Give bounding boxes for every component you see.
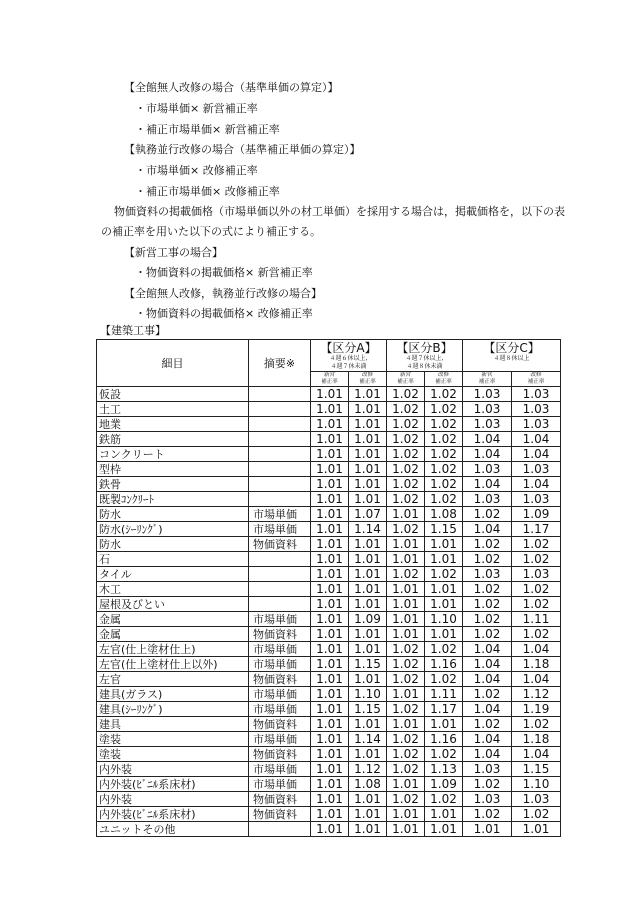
table-row bbox=[97, 672, 561, 687]
rate-cell: 1.02 bbox=[425, 417, 463, 432]
rate-cell: 1.19 bbox=[512, 702, 561, 717]
section-title: 【建築工事】 bbox=[100, 324, 166, 337]
rate-cell: 1.02 bbox=[463, 687, 512, 702]
table-row bbox=[97, 537, 561, 552]
rate-cell: 1.01 bbox=[349, 567, 387, 582]
rate-cell: 1.04 bbox=[463, 747, 512, 762]
rate-cell: 1.15 bbox=[512, 762, 561, 777]
rate-cell: 1.15 bbox=[349, 657, 387, 672]
rate-cell: 1.01 bbox=[311, 447, 349, 462]
note-cell bbox=[249, 492, 311, 507]
rate-cell: 1.08 bbox=[349, 777, 387, 792]
rate-cell: 1.01 bbox=[425, 597, 463, 612]
rate-cell: 1.02 bbox=[387, 492, 425, 507]
rate-cell: 1.02 bbox=[387, 522, 425, 537]
note-cell: 物価資料 bbox=[249, 747, 311, 762]
rate-cell: 1.02 bbox=[512, 582, 561, 597]
rate-cell: 1.02 bbox=[463, 807, 512, 822]
item-cell: 石 bbox=[97, 552, 249, 567]
rate-cell: 1.02 bbox=[387, 747, 425, 762]
rate-cell: 1.01 bbox=[311, 597, 349, 612]
item-cell: 仮設 bbox=[97, 387, 249, 402]
rate-cell: 1.04 bbox=[463, 432, 512, 447]
rate-cell: 1.01 bbox=[311, 387, 349, 402]
text-line: 【執務並行改修の場合（基準補正単価の算定）】 bbox=[124, 143, 361, 156]
rate-cell: 1.02 bbox=[387, 462, 425, 477]
rate-cell: 1.01 bbox=[311, 807, 349, 822]
text-line: 物価資料の掲載価格（市場単価以外の材工単価）を採用する場合は，掲載価格を，以下の表 bbox=[114, 205, 565, 218]
rate-cell: 1.03 bbox=[512, 492, 561, 507]
rate-cell: 1.01 bbox=[349, 552, 387, 567]
table-row bbox=[97, 657, 561, 672]
rate-cell: 1.02 bbox=[463, 507, 512, 522]
item-cell: 防水 bbox=[97, 507, 249, 522]
rate-cell: 1.04 bbox=[463, 447, 512, 462]
note-cell: 物価資料 bbox=[249, 537, 311, 552]
note-cell: 市場単価 bbox=[249, 732, 311, 747]
rate-cell: 1.02 bbox=[425, 642, 463, 657]
rate-cell: 1.03 bbox=[463, 567, 512, 582]
rate-cell: 1.03 bbox=[512, 417, 561, 432]
table-row bbox=[97, 702, 561, 717]
rate-cell: 1.03 bbox=[463, 792, 512, 807]
rate-cell: 1.02 bbox=[512, 807, 561, 822]
rate-cell: 1.01 bbox=[311, 537, 349, 552]
rate-cell: 1.01 bbox=[349, 477, 387, 492]
item-cell: 防水 bbox=[97, 537, 249, 552]
text-line: ・物価資料の掲載価格× 新営補正率 bbox=[135, 266, 313, 279]
note-cell bbox=[249, 597, 311, 612]
rate-cell: 1.04 bbox=[463, 672, 512, 687]
table-row bbox=[97, 777, 561, 792]
table-row bbox=[97, 417, 561, 432]
rate-cell: 1.01 bbox=[311, 492, 349, 507]
item-cell: 建具 bbox=[97, 717, 249, 732]
item-cell: 塗装 bbox=[97, 732, 249, 747]
rate-cell: 1.02 bbox=[425, 402, 463, 417]
rate-cell: 1.03 bbox=[463, 462, 512, 477]
rate-cell: 1.01 bbox=[311, 732, 349, 747]
header-renovation-rate: 改修 補正率 bbox=[512, 372, 561, 387]
rate-cell: 1.12 bbox=[349, 762, 387, 777]
note-cell bbox=[249, 582, 311, 597]
rate-cell: 1.02 bbox=[425, 432, 463, 447]
note-cell: 市場単価 bbox=[249, 762, 311, 777]
header-note: 摘要※ bbox=[249, 340, 311, 387]
table-row bbox=[97, 627, 561, 642]
rate-cell: 1.04 bbox=[512, 672, 561, 687]
rate-cell: 1.04 bbox=[463, 702, 512, 717]
rate-cell: 1.01 bbox=[311, 432, 349, 447]
rate-cell: 1.17 bbox=[512, 522, 561, 537]
item-cell: 防水(ｼｰﾘﾝｸﾞ) bbox=[97, 522, 249, 537]
rate-cell: 1.01 bbox=[349, 402, 387, 417]
rate-cell: 1.01 bbox=[311, 462, 349, 477]
table-row bbox=[97, 552, 561, 567]
table-row bbox=[97, 477, 561, 492]
rate-cell: 1.07 bbox=[349, 507, 387, 522]
rate-cell: 1.02 bbox=[463, 612, 512, 627]
rate-cell: 1.03 bbox=[512, 387, 561, 402]
rate-cell: 1.01 bbox=[387, 507, 425, 522]
rate-cell: 1.01 bbox=[387, 687, 425, 702]
rate-cell: 1.02 bbox=[463, 582, 512, 597]
item-cell: 木工 bbox=[97, 582, 249, 597]
rate-cell: 1.02 bbox=[512, 597, 561, 612]
rate-cell: 1.02 bbox=[387, 477, 425, 492]
rate-cell: 1.01 bbox=[311, 627, 349, 642]
item-cell: 既製ｺﾝｸﾘｰﾄ bbox=[97, 492, 249, 507]
rate-cell: 1.02 bbox=[387, 432, 425, 447]
rate-cell: 1.03 bbox=[512, 567, 561, 582]
item-cell: 塗装 bbox=[97, 747, 249, 762]
rate-cell: 1.01 bbox=[349, 807, 387, 822]
rate-cell: 1.02 bbox=[387, 417, 425, 432]
table-body bbox=[97, 387, 561, 837]
rate-cell: 1.01 bbox=[311, 687, 349, 702]
item-cell: 金属 bbox=[97, 627, 249, 642]
item-cell: 土工 bbox=[97, 402, 249, 417]
table-row bbox=[97, 447, 561, 462]
rate-cell: 1.02 bbox=[425, 387, 463, 402]
rate-cell: 1.01 bbox=[349, 747, 387, 762]
rate-cell: 1.11 bbox=[425, 687, 463, 702]
rate-cell: 1.01 bbox=[349, 492, 387, 507]
text-line: ・補正市場単価× 新営補正率 bbox=[135, 123, 280, 136]
table-row bbox=[97, 687, 561, 702]
rate-cell: 1.01 bbox=[349, 462, 387, 477]
rate-cell: 1.01 bbox=[349, 717, 387, 732]
table-row bbox=[97, 732, 561, 747]
note-cell: 市場単価 bbox=[249, 777, 311, 792]
rate-cell: 1.01 bbox=[311, 642, 349, 657]
rate-cell: 1.18 bbox=[512, 657, 561, 672]
rate-cell: 1.02 bbox=[463, 627, 512, 642]
rate-cell: 1.01 bbox=[349, 582, 387, 597]
note-cell: 市場単価 bbox=[249, 702, 311, 717]
rate-cell: 1.01 bbox=[387, 627, 425, 642]
item-cell: 内外装(ﾋﾞﾆﾙ系床材) bbox=[97, 777, 249, 792]
rate-cell: 1.02 bbox=[387, 702, 425, 717]
note-cell: 物価資料 bbox=[249, 807, 311, 822]
item-cell: 左官 bbox=[97, 672, 249, 687]
rate-cell: 1.01 bbox=[425, 822, 463, 837]
rate-cell: 1.01 bbox=[349, 387, 387, 402]
note-cell bbox=[249, 477, 311, 492]
rate-cell: 1.14 bbox=[349, 522, 387, 537]
note-cell bbox=[249, 567, 311, 582]
rate-cell: 1.01 bbox=[387, 552, 425, 567]
rate-cell: 1.18 bbox=[512, 732, 561, 747]
rate-cell: 1.02 bbox=[512, 627, 561, 642]
rate-cell: 1.01 bbox=[425, 552, 463, 567]
rate-cell: 1.02 bbox=[387, 672, 425, 687]
rate-cell: 1.02 bbox=[425, 747, 463, 762]
header-renovation-rate: 改修 補正率 bbox=[425, 372, 463, 387]
rate-cell: 1.01 bbox=[387, 717, 425, 732]
rate-cell: 1.02 bbox=[512, 552, 561, 567]
text-line: ・物価資料の掲載価格× 改修補正率 bbox=[135, 307, 313, 320]
rate-cell: 1.01 bbox=[349, 642, 387, 657]
rate-cell: 1.02 bbox=[425, 492, 463, 507]
rate-cell: 1.02 bbox=[387, 642, 425, 657]
note-cell: 市場単価 bbox=[249, 507, 311, 522]
table-row bbox=[97, 432, 561, 447]
rate-cell: 1.02 bbox=[387, 567, 425, 582]
item-cell: コンクリート bbox=[97, 447, 249, 462]
table-row bbox=[97, 402, 561, 417]
rate-cell: 1.09 bbox=[425, 777, 463, 792]
note-cell: 物価資料 bbox=[249, 627, 311, 642]
text-line: 【全館無人改修の場合（基準単価の算定）】 bbox=[124, 81, 339, 94]
rate-cell: 1.01 bbox=[425, 627, 463, 642]
item-cell: 屋根及びとい bbox=[97, 597, 249, 612]
item-cell: 金属 bbox=[97, 612, 249, 627]
rate-cell: 1.02 bbox=[387, 792, 425, 807]
header-group-c: 【区分C】 ４週８休以上 bbox=[463, 340, 561, 372]
rate-cell: 1.04 bbox=[512, 747, 561, 762]
rate-cell: 1.01 bbox=[311, 762, 349, 777]
rate-cell: 1.01 bbox=[311, 552, 349, 567]
note-cell bbox=[249, 462, 311, 477]
rate-cell: 1.01 bbox=[463, 822, 512, 837]
header-new-rate: 新営 補正率 bbox=[387, 372, 425, 387]
rate-cell: 1.02 bbox=[463, 717, 512, 732]
text-line: ・市場単価× 改修補正率 bbox=[135, 164, 258, 177]
table-row bbox=[97, 807, 561, 822]
rate-cell: 1.10 bbox=[425, 612, 463, 627]
rate-cell: 1.04 bbox=[463, 642, 512, 657]
note-cell bbox=[249, 822, 311, 837]
rate-cell: 1.01 bbox=[349, 432, 387, 447]
rate-cell: 1.03 bbox=[463, 492, 512, 507]
table-row bbox=[97, 597, 561, 612]
table-row bbox=[97, 822, 561, 837]
note-cell: 物価資料 bbox=[249, 792, 311, 807]
rate-cell: 1.01 bbox=[349, 822, 387, 837]
rate-cell: 1.04 bbox=[512, 432, 561, 447]
rate-cell: 1.03 bbox=[463, 417, 512, 432]
rate-cell: 1.01 bbox=[311, 402, 349, 417]
rate-cell: 1.04 bbox=[463, 477, 512, 492]
rate-cell: 1.01 bbox=[349, 597, 387, 612]
rate-cell: 1.01 bbox=[425, 537, 463, 552]
header-renovation-rate: 改修 補正率 bbox=[349, 372, 387, 387]
rate-cell: 1.01 bbox=[387, 612, 425, 627]
rate-cell: 1.01 bbox=[387, 582, 425, 597]
rate-cell: 1.01 bbox=[311, 612, 349, 627]
note-cell: 市場単価 bbox=[249, 612, 311, 627]
rate-cell: 1.02 bbox=[387, 402, 425, 417]
rate-cell: 1.14 bbox=[349, 732, 387, 747]
rate-cell: 1.15 bbox=[349, 702, 387, 717]
rate-cell: 1.04 bbox=[512, 642, 561, 657]
rate-cell: 1.09 bbox=[349, 612, 387, 627]
rate-cell: 1.15 bbox=[425, 522, 463, 537]
rate-cell: 1.01 bbox=[311, 822, 349, 837]
rate-cell: 1.10 bbox=[349, 687, 387, 702]
rate-cell: 1.02 bbox=[463, 597, 512, 612]
item-cell: 内外装 bbox=[97, 792, 249, 807]
rate-cell: 1.02 bbox=[387, 657, 425, 672]
rate-cell: 1.08 bbox=[425, 507, 463, 522]
table-row bbox=[97, 792, 561, 807]
note-cell bbox=[249, 552, 311, 567]
header-group-a: 【区分A】 ４週６休以上, ４週７休未満 bbox=[311, 340, 387, 372]
rate-cell: 1.02 bbox=[425, 672, 463, 687]
table-row bbox=[97, 507, 561, 522]
rate-cell: 1.01 bbox=[311, 582, 349, 597]
note-cell: 市場単価 bbox=[249, 522, 311, 537]
table-row bbox=[97, 387, 561, 402]
note-cell bbox=[249, 387, 311, 402]
rate-cell: 1.17 bbox=[425, 702, 463, 717]
rate-cell: 1.02 bbox=[425, 447, 463, 462]
rate-cell: 1.01 bbox=[425, 717, 463, 732]
table-row bbox=[97, 522, 561, 537]
note-cell: 物価資料 bbox=[249, 717, 311, 732]
note-cell: 市場単価 bbox=[249, 657, 311, 672]
rate-cell: 1.02 bbox=[425, 462, 463, 477]
rate-cell: 1.01 bbox=[311, 717, 349, 732]
rate-cell: 1.01 bbox=[349, 417, 387, 432]
text-line: 【新営工事の場合】 bbox=[124, 246, 223, 259]
header-new-rate: 新営 補正率 bbox=[463, 372, 512, 387]
table-row bbox=[97, 492, 561, 507]
rate-cell: 1.01 bbox=[387, 777, 425, 792]
rate-cell: 1.01 bbox=[311, 657, 349, 672]
rate-cell: 1.01 bbox=[311, 507, 349, 522]
table-row bbox=[97, 612, 561, 627]
note-cell: 市場単価 bbox=[249, 687, 311, 702]
rate-cell: 1.01 bbox=[349, 672, 387, 687]
item-cell: 建具(ｼｰﾘﾝｸﾞ) bbox=[97, 702, 249, 717]
rate-cell: 1.02 bbox=[425, 477, 463, 492]
note-cell: 物価資料 bbox=[249, 672, 311, 687]
rate-cell: 1.02 bbox=[387, 762, 425, 777]
item-cell: 内外装 bbox=[97, 762, 249, 777]
table-row bbox=[97, 747, 561, 762]
rate-cell: 1.01 bbox=[311, 567, 349, 582]
rate-cell: 1.12 bbox=[512, 687, 561, 702]
table-row bbox=[97, 567, 561, 582]
rate-cell: 1.01 bbox=[349, 447, 387, 462]
rate-cell: 1.02 bbox=[463, 552, 512, 567]
text-line: ・市場単価× 新営補正率 bbox=[135, 102, 258, 115]
rate-cell: 1.16 bbox=[425, 732, 463, 747]
header-new-rate: 新営 補正率 bbox=[311, 372, 349, 387]
rate-cell: 1.03 bbox=[512, 462, 561, 477]
item-cell: 内外装(ﾋﾞﾆﾙ系床材) bbox=[97, 807, 249, 822]
header-group-b: 【区分B】 ４週７休以上, ４週８休未満 bbox=[387, 340, 463, 372]
rate-cell: 1.01 bbox=[311, 702, 349, 717]
rate-cell: 1.13 bbox=[425, 762, 463, 777]
item-cell: 左官(仕上塗材仕上) bbox=[97, 642, 249, 657]
rate-cell: 1.03 bbox=[512, 402, 561, 417]
rate-cell: 1.16 bbox=[425, 657, 463, 672]
table-row bbox=[97, 762, 561, 777]
rate-cell: 1.02 bbox=[512, 537, 561, 552]
rate-cell: 1.04 bbox=[512, 477, 561, 492]
rate-cell: 1.03 bbox=[463, 402, 512, 417]
item-cell: 型枠 bbox=[97, 462, 249, 477]
rate-cell: 1.02 bbox=[463, 537, 512, 552]
rate-cell: 1.01 bbox=[349, 537, 387, 552]
rate-cell: 1.02 bbox=[387, 387, 425, 402]
rate-cell: 1.04 bbox=[463, 522, 512, 537]
rate-cell: 1.01 bbox=[311, 477, 349, 492]
item-cell: 鉄筋 bbox=[97, 432, 249, 447]
note-cell bbox=[249, 402, 311, 417]
rate-cell: 1.04 bbox=[463, 657, 512, 672]
rate-cell: 1.01 bbox=[512, 822, 561, 837]
rate-cell: 1.02 bbox=[512, 717, 561, 732]
rate-cell: 1.11 bbox=[512, 612, 561, 627]
rate-cell: 1.03 bbox=[463, 387, 512, 402]
text-line: 【全館無人改修，執務並行改修の場合】 bbox=[124, 287, 322, 300]
rate-cell: 1.03 bbox=[512, 792, 561, 807]
text-line: の補正率を用いた以下の式により補正する。 bbox=[101, 225, 321, 238]
rate-cell: 1.01 bbox=[311, 417, 349, 432]
rate-cell: 1.01 bbox=[425, 807, 463, 822]
correction-rate-table bbox=[96, 339, 561, 837]
rate-cell: 1.01 bbox=[311, 777, 349, 792]
table-row bbox=[97, 642, 561, 657]
rate-cell: 1.01 bbox=[387, 537, 425, 552]
header-item: 細目 bbox=[97, 340, 249, 387]
note-cell bbox=[249, 417, 311, 432]
rate-cell: 1.01 bbox=[349, 627, 387, 642]
rate-cell: 1.02 bbox=[425, 567, 463, 582]
note-cell bbox=[249, 432, 311, 447]
item-cell: ユニットその他 bbox=[97, 822, 249, 837]
item-cell: 鉄骨 bbox=[97, 477, 249, 492]
rate-cell: 1.01 bbox=[425, 582, 463, 597]
rate-cell: 1.01 bbox=[387, 807, 425, 822]
note-cell: 市場単価 bbox=[249, 642, 311, 657]
rate-cell: 1.01 bbox=[311, 792, 349, 807]
item-cell: 建具(ガラス) bbox=[97, 687, 249, 702]
rate-cell: 1.01 bbox=[349, 792, 387, 807]
table-row bbox=[97, 717, 561, 732]
table-row bbox=[97, 462, 561, 477]
rate-cell: 1.01 bbox=[311, 522, 349, 537]
rate-cell: 1.02 bbox=[387, 732, 425, 747]
item-cell: タイル bbox=[97, 567, 249, 582]
rate-cell: 1.02 bbox=[425, 792, 463, 807]
item-cell: 地業 bbox=[97, 417, 249, 432]
table-row bbox=[97, 582, 561, 597]
rate-cell: 1.09 bbox=[512, 507, 561, 522]
item-cell: 左官(仕上塗材仕上以外) bbox=[97, 657, 249, 672]
rate-cell: 1.10 bbox=[512, 777, 561, 792]
rate-cell: 1.03 bbox=[463, 762, 512, 777]
rate-cell: 1.01 bbox=[311, 747, 349, 762]
note-cell bbox=[249, 447, 311, 462]
text-line: ・補正市場単価× 改修補正率 bbox=[135, 185, 280, 198]
rate-cell: 1.02 bbox=[387, 447, 425, 462]
rate-cell: 1.04 bbox=[512, 447, 561, 462]
rate-cell: 1.01 bbox=[387, 597, 425, 612]
rate-cell: 1.01 bbox=[387, 822, 425, 837]
rate-cell: 1.01 bbox=[311, 672, 349, 687]
rate-cell: 1.04 bbox=[463, 732, 512, 747]
rate-cell: 1.02 bbox=[463, 777, 512, 792]
